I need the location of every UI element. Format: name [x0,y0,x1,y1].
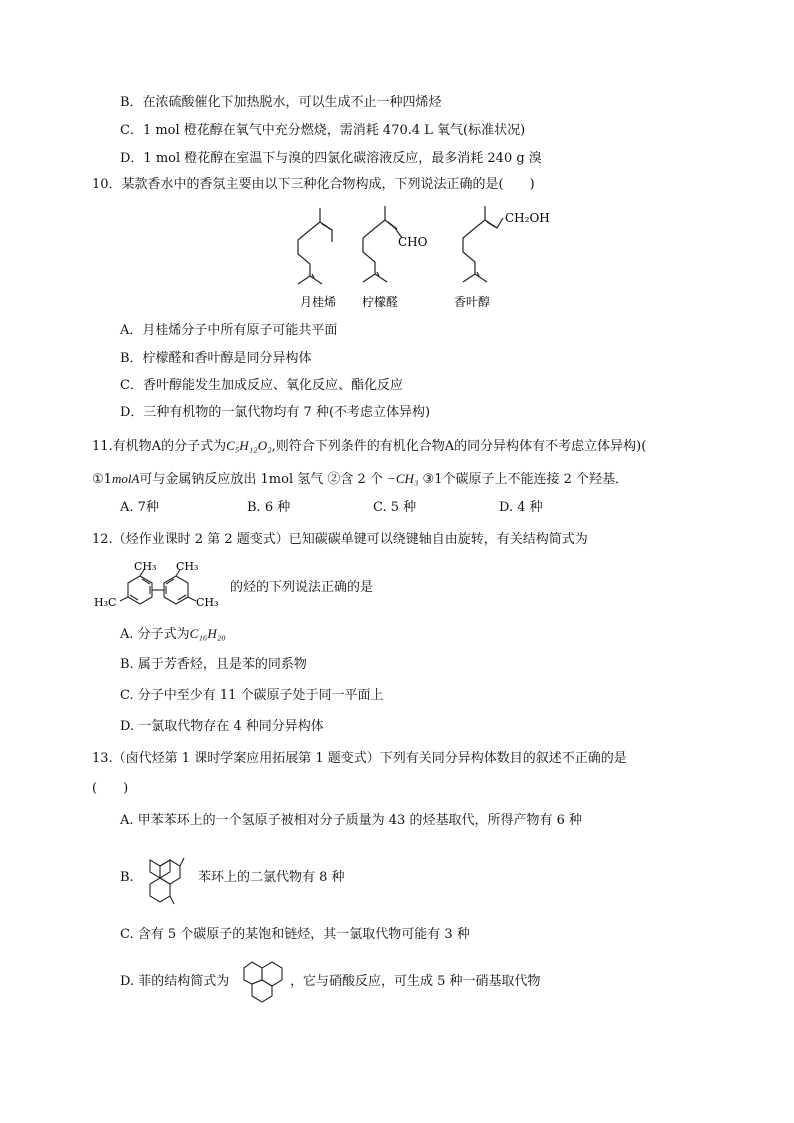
cho-group-label: CHO [398,235,428,249]
q12-option-b: B. 属于芳香烃，且是苯的同系物 [120,657,307,672]
q10-option-c: C．香叶醇能发生加成反应、氧化反应、酯化反应 [120,378,403,393]
q12-option-a-pre: A. 分子式为 [120,627,190,642]
q13-option-d-text: ，它与硝酸反应，可生成 5 种一硝基取代物 [290,974,541,989]
q11-option-a: A. 7种 [120,500,159,515]
q11-cond-1c: 可与金属钠反应放出 1mol 氢气 ②含 2 个 [139,472,383,487]
q11-stem-a: 11.有机物A的分子式为 [92,439,227,454]
ch2oh-group-label: CH₂OH [505,211,550,225]
q9-option-d: D．1 mol 橙花醇在室温下与溴的四氯化碳溶液反应，最多消耗 240 g 溴 [120,151,542,166]
q13-option-c: C. 含有 5 个碳原子的某饱和链烃，其一氯取代物可能有 3 种 [120,927,470,942]
label-geraniol: 香叶醇 [454,295,491,309]
q13-dimethylnaphthalene-structure [146,848,198,908]
q11-cond-1b: molA [111,471,140,486]
q13-stem: 13.（卤代烃第 1 课时学案应用拓展第 1 题变式）下列有关同分异构体数目的叙述不正确的是 [92,751,627,766]
q13-option-d-pre: D. 菲的结构简式为 [120,974,230,989]
q12-option-d: D. 一氯取代物存在 4 种同分异构体 [120,719,324,734]
q12-option-a-formula: C₁₆H₂₀ [189,626,226,641]
q11-formula: C₅H₁₂O₂ [226,438,272,453]
ch3-top-left: CH₃ [134,560,157,573]
q12-option-c: C. 分子中至少有 11 个碳原子处于同一平面上 [120,688,384,703]
q11-cond-3: ③1个碳原子上不能连接 2 个羟基． [422,472,629,487]
q9-option-c: C．1 mol 橙花醇在氧气中充分燃烧，需消耗 470.4 L 氧气(标准状况) [120,123,526,138]
q11-stem-b: ,则符合下列条件的有机化合物A的同分异构体有不考虑立体异构)( [271,439,647,454]
q13-phenanthrene-structure [242,958,288,1004]
q12-stem2: 的烃的下列说法正确的是 [230,580,374,595]
q10-structures-figure [280,200,580,315]
label-citral: 柠檬醛 [362,295,399,309]
ch3-right: CH₃ [196,596,219,609]
q12-stem: 12.（烃作业课时 2 第 2 题变式）已知碳碳单键可以绕键轴自由旋转，有关结构简式为 [92,532,588,547]
label-myrcene: 月桂烯 [300,295,337,309]
q13-paren: ( ) [92,781,129,796]
q9-option-b: B．在浓硫酸催化下加热脱水，可以生成不止一种四烯烃 [120,95,442,110]
q11-option-b: B. 6 种 [247,500,291,515]
q11-cond-1a: ①1 [92,472,112,487]
q13-option-b-text: 苯环上的二氯代物有 8 种 [198,870,345,885]
q11-stem [92,437,646,456]
q13-option-b-pre: B. [120,870,134,885]
q11-option-d: D. 4 种 [499,500,543,515]
q12-biphenyl-structure [92,560,232,616]
q11-option-c: C. 5 种 [373,500,417,515]
q10-option-a: A．月桂烯分子中所有原子可能共平面 [120,323,338,338]
q13-option-a: A. 甲苯苯环上的一个氢原子被相对分子质量为 43 的烃基取代，所得产物有 6 种 [120,813,582,828]
h3c-left: H₃C [94,596,117,609]
q11-conditions [92,470,628,489]
q12-option-a [120,625,226,644]
q10-stem: 10．某款香水中的香氛主要由以下三种化合物构成，下列说法正确的是( ) [92,177,535,192]
ch3-top-right: CH₃ [176,560,199,573]
q11-cond-2: −CH₃ [387,471,419,486]
q10-option-b: B．柠檬醛和香叶醇是同分异构体 [120,351,312,366]
q10-option-d: D．三种有机物的一氯代物均有 7 种(不考虑立体异构) [120,405,431,420]
